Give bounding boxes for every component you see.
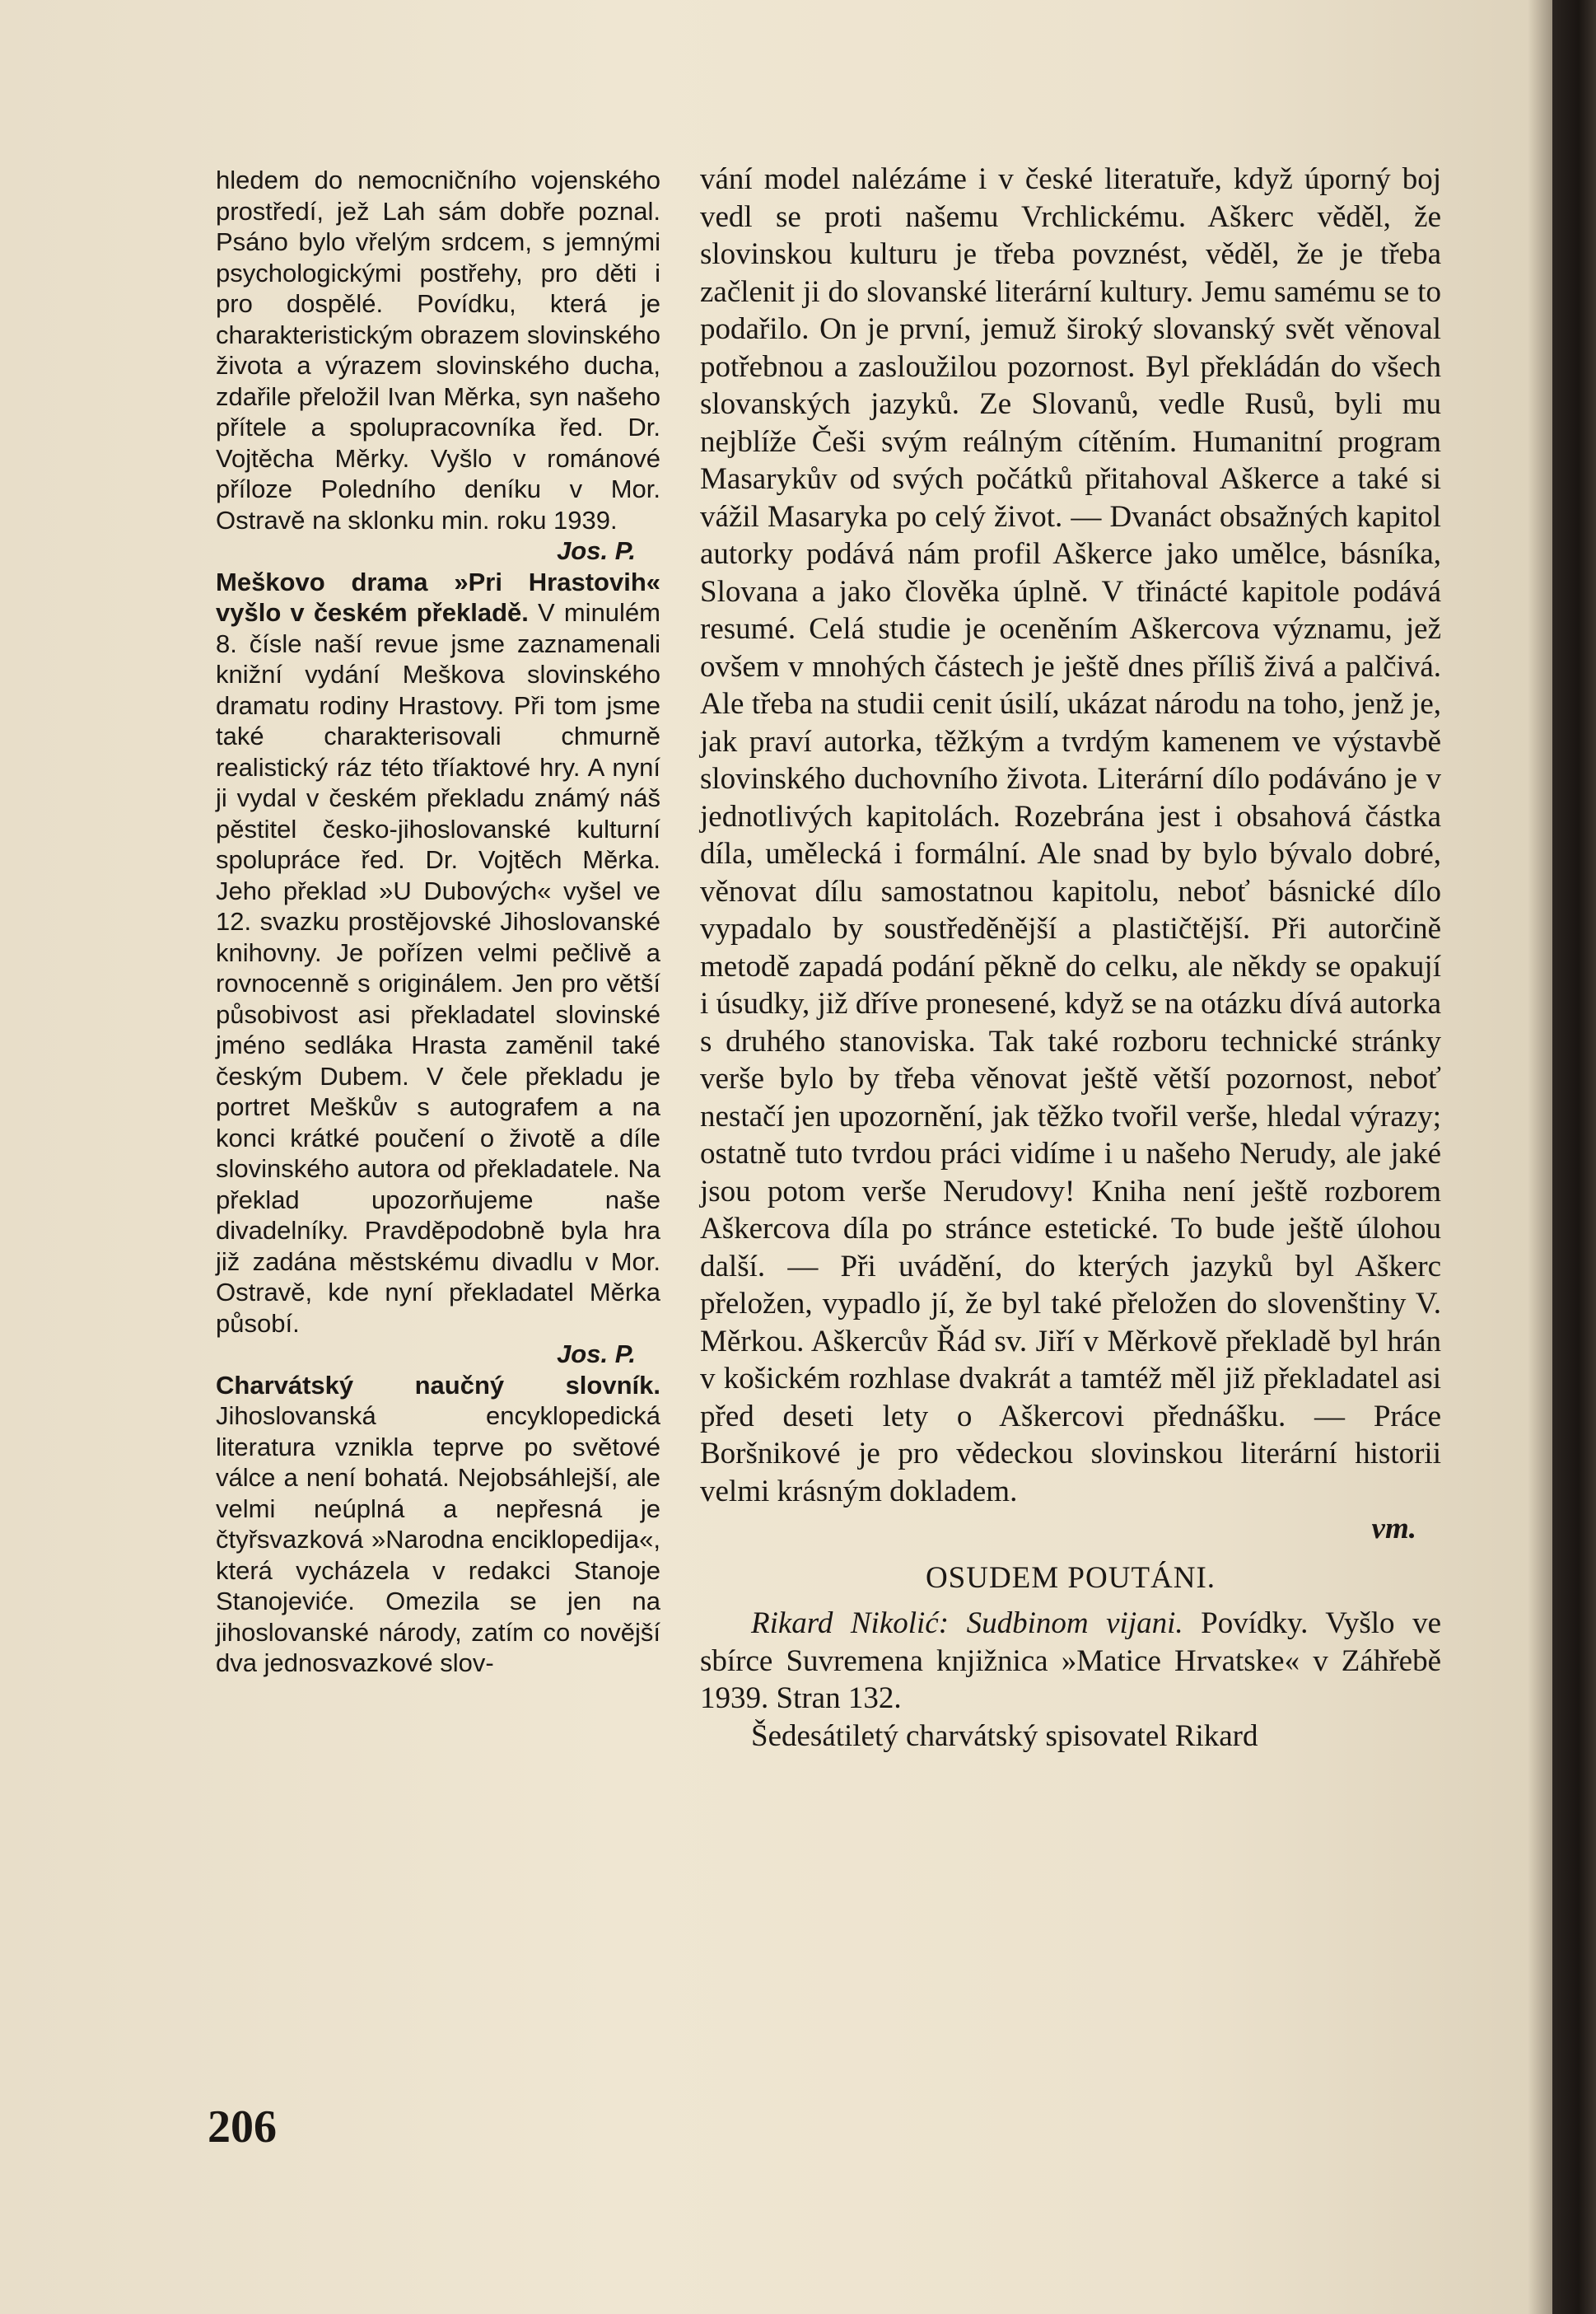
right-column	[700, 161, 1441, 1755]
right-signature: vm.	[1371, 1512, 1416, 1545]
left-paragraph-1: hledem do nemocničního vojenského prostředí, jež Lah sám dobře poznal. Psáno bylo vřelým srdcem, s jemnými psychologickými postřehy, pro děti i pro dospělé. Povídku, která je charakteristickým obrazem slovinského života a výrazem slovinského ducha, zdařile přeložil Ivan Měrka, syn našeho přítele a spolupracovníka řed. Dr. Vojtěcha Měrky. Vyšlo v románové příloze Poledního deníku v Mor. Ostravě na sklonku min. roku 1939.	[216, 166, 660, 535]
left-paragraph-2-body: V minulém 8. čísle naší revue jsme zaznamenali knižní vydání Meškova slovinského dramatu rodiny Hrastovy. Při tom jsme také charakterisovali chmurně realistický ráz této tříaktové hry. A nyní ji vydal v českém překladu známý náš pěstitel česko-jihoslovanské kulturní spolupráce řed. Dr. Vojtěch Měrka. Jeho překlad »U Dubových« vyšel ve 12. svazku prostějovské Jihoslovanské knihovny. Je pořízen velmi pečlivě a rovnocenně s originálem. Jen pro větší působivost asi překladatel slovinské jméno sedláka Hrasta zaměnil také českým Dubem. V čele překladu je portret Meškův s autografem a na konci krátké poučení o životě a díle slovinského autora od překladatele. Na překlad upozorňujeme naše divadelníky. Pravděpodobně byla hra již zadána městskému divadlu v Mor. Ostravě, kde nyní překladatel Měrka působí.	[216, 598, 661, 1338]
review-details: Povídky. Vyšlo ve sbírce Suvremena knjižnica »Matice Hrvatske« v Záhřebě 1939. Stran 132.	[700, 1606, 1441, 1715]
book-spine	[1552, 0, 1596, 2314]
left-paragraph-2-heading: Meškovo drama »Pri Hrastovih« vyšlo v českém překladě.	[216, 567, 660, 627]
left-paragraph-3-body: Jihoslovanská encyklopedická literatura vznikla teprve po světové válce a není bohatá. Nejobsáhlejší, ale velmi neúplná a nepřesná je čtyřsvazková »Narodna enciklopedija«, která vycházela v redakci Stanoje Stanojeviće. Omezila se jen na jihoslovanské národy, zatím co novější dva jednosvazkové slov-	[216, 1401, 660, 1677]
left-signature-1: Jos. P.	[557, 536, 636, 565]
left-column	[216, 165, 660, 1679]
left-paragraph-3-heading: Charvátský naučný slovník.	[216, 1370, 660, 1400]
spine-shadow	[1528, 0, 1552, 2314]
left-paragraph-3	[216, 1370, 660, 1679]
section-title: OSUDEM POUTÁNI.	[925, 1560, 1216, 1595]
left-paragraph-2	[216, 567, 660, 1339]
page-number: 206	[208, 2101, 277, 2153]
review-author-title: Rikard Nikolić: Sudbinom vijani.	[751, 1606, 1183, 1640]
right-signature-row	[700, 1510, 1441, 1548]
review-citation	[700, 1605, 1441, 1718]
right-paragraph-1: vání model nalézáme i v české literatuře, když úporný boj vedl se proti našemu Vrchlickému. Aškerc věděl, že slovinskou kulturu je třeba povznést, věděl, že je třeba začlenit ji do slovanské literární kultury. Jemu samému se to podařilo. On je první, jemuž široký slovanský svět věnoval potřebnou a zasloužilou pozornost. Byl překládán do všech slovanských jazyků. Ze Slovanů, vedle Rusů, byli mu nejblíže Češi svým reálným cítěním. Humanitní program Masarykův od svých počátků přitahoval Aškerce a také si vážil Masaryka po celý život. — Dvanáct obsažných kapitol autorky podává nám profil Aškerce jako umělce, básníka, Slovana a jako člověka úplně. V třinácté kapitole podává resumé. Celá studie je oceněním Aškercova významu, jež ovšem v mnohých částech je ještě dnes příliš živá a palčivá. Ale třeba na studii cenit úsilí, ukázat národu na toho, jenž je, jak praví autorka, těžkým a tvrdým kamenem ve výstavbě slovinského duchovního života. Literární dílo podáváno je v jednotlivých kapitolách. Rozebrána jest i obsahová částka díla, umělecká i formální. Ale snad by bylo bývalo dobré, věnovat dílu samostatnou kapitolu, neboť básnické dílo vypadalo by soustředěnější a plastičtější. Při autorčině metodě zapadá podání pěkně do celku, ale někdy se opakují i úsudky, již dříve pronesené, když se na otázku dívá autorka s druhého stanoviska. Tak také rozboru technické stránky verše bylo by třeba věnovat ještě větší pozornost, neboť nestačí jen upozornění, jak těžko tvořil verše, hledal výrazy; ostatně tuto tvrdou práci vidíme i u našeho Nerudy, ale jaké jsou potom verše Nerudovy! Kniha není ještě rozborem Aškercova díla po stránce estetické. To bude ještě úlohou další. — Při uvádění, do kterých jazyků byl Aškerc přeložen, vypadlo jí, že byl také přeložen do slovenštiny V. Měrkou. Aškercův Řád sv. Jiří v Měrkově překladě byl hrán v košickém rozhlase dvakrát a tamtéž měl již překladatel asi před deseti lety o Aškercovi přednášku. — Práce Boršnikové je pro vědeckou slovinskou literární historii velmi krásným dokladem.	[700, 162, 1441, 1508]
left-signature-2: Jos. P.	[557, 1339, 636, 1368]
right-paragraph-last: Šedesátiletý charvátský spisovatel Rikard	[751, 1718, 1258, 1753]
